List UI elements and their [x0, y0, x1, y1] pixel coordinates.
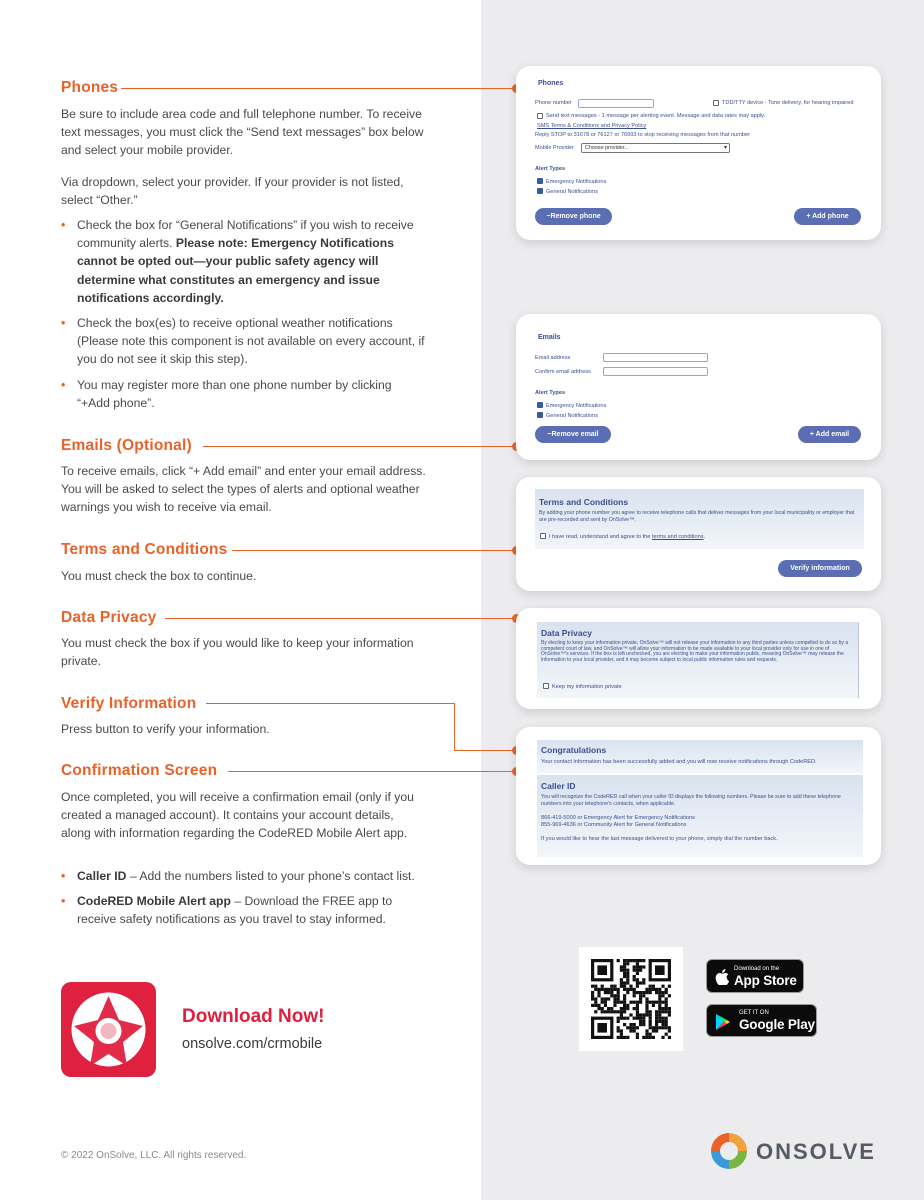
onsolve-logo-icon — [710, 1132, 748, 1170]
privacy-heading: Data Privacy — [61, 609, 162, 627]
emails-paragraph: To receive emails, click “+ Add email” and enter your email address. You will be asked to select the types of alerts and optional weather warnings you wish to receive via email. — [61, 464, 426, 515]
app-logo-icon — [61, 982, 156, 1077]
congrats-body: Your contact information has been successfully added and you will now receive notifications through CodeRED. — [541, 759, 817, 765]
terms-agree-text: I have read, understand and agree to the terms and conditions. — [549, 534, 706, 540]
add-phone-button[interactable]: + Add phone — [794, 208, 861, 225]
send-text-checkbox[interactable] — [537, 113, 543, 119]
emails-card — [516, 314, 881, 460]
terms-card — [516, 477, 881, 591]
caller-id-body: You will recognize the CodeRED call when your caller ID displays the following numbers. Please be sure to add these telephone numbers into your telephone's contacts, when applicable. — [541, 794, 841, 807]
onsolve-logo-text: ONSOLVE — [756, 1139, 876, 1164]
card-heading: Emails — [538, 334, 561, 341]
card-heading: Phones — [538, 80, 564, 87]
qr-code — [579, 947, 683, 1051]
remove-phone-button[interactable]: −Remove phone — [535, 208, 612, 225]
phones-paragraph-1: Be sure to include area code and full telephone number. To receive text messages, you must click the “Send text messages” box below and select your mobile provider. — [61, 107, 424, 158]
caller-number-1: 866-419-5000 or Emergency Alert for Emergency Notifications — [541, 815, 695, 821]
email-address-label: Email address — [535, 355, 571, 361]
emergency-checkbox[interactable] — [537, 178, 543, 184]
privacy-paragraph: You must check the box if you would like to keep your information private. — [61, 636, 414, 669]
tdd-checkbox[interactable] — [713, 100, 719, 106]
list-item: • Check the box(es) to receive optional weather notifications (Please note this component is not available on every account, if you do not see it skip this step). — [61, 314, 426, 369]
emergency-label: Emergency Notifications — [546, 179, 607, 185]
terms-paragraph: You must check the box to continue. — [61, 569, 257, 583]
codered-app-icon — [61, 982, 156, 1077]
alert-types-label: Alert Types — [535, 390, 566, 396]
connector-line — [203, 446, 517, 447]
phones-heading: Phones — [61, 79, 124, 97]
copyright-text: © 2022 OnSolve, LLC. All rights reserved. — [61, 1150, 247, 1161]
phone-number-label: Phone number — [535, 100, 572, 106]
connector-line — [228, 771, 517, 772]
terms-checkbox[interactable] — [540, 533, 546, 539]
terms-link[interactable]: terms and conditions — [651, 534, 704, 540]
phone-number-input[interactable] — [578, 99, 654, 108]
privacy-body: By electing to keep your information private, OnSolve™ will not release your information to any third parties unless compelled to do so by a competent court of law, and OnSolve™ will allow your information to be made available to your local provider only for use in one of OnSolve™'s services. If the box is left unchecked, you are electing to make your information public, meaning OnSolve™ may release the information to your local provider, and it may become subject to local public information rules and requests. — [541, 640, 849, 663]
privacy-scrollbar[interactable] — [858, 622, 859, 698]
mobile-provider-select[interactable]: Choose provider... ▾ — [581, 143, 730, 153]
privacy-card-heading: Data Privacy — [541, 628, 593, 638]
alert-types-label: Alert Types — [535, 166, 566, 172]
email-address-input[interactable] — [603, 353, 708, 362]
general-checkbox[interactable] — [537, 412, 543, 418]
confirm-email-input[interactable] — [603, 367, 708, 376]
list-item: • Check the box for “General Notifications” if you wish to receive community alerts. Please note: Emergency Notifications cannot be opted out—your public safety agency will determine what constitutes an emergency and issue notifications accordingly. — [61, 216, 426, 307]
connector-line — [454, 703, 455, 750]
send-text-label: Send text messages - 1 message per alerting event. Message and data rates may apply. — [546, 113, 766, 119]
verify-heading: Verify Information — [61, 695, 202, 713]
terms-card-heading: Terms and Conditions — [539, 497, 629, 507]
confirm-paragraph: Once completed, you will receive a confirmation email (only if you created a managed account). It contains your account details, along with information regarding the CodeRED Mobile Alert app. — [61, 790, 414, 841]
emails-heading: Emails (Optional) — [61, 437, 198, 455]
add-email-button[interactable]: + Add email — [798, 426, 861, 443]
google-play-badge[interactable] — [706, 1004, 817, 1037]
congrats-heading: Congratulations — [541, 745, 607, 755]
connector-line — [206, 703, 454, 704]
caller-number-2: 855-969-4636 or Community Alert for General Notifications — [541, 822, 687, 828]
last-message-text: If you would like to hear the last message delivered to your phone, simply dial the number back. — [541, 836, 778, 842]
emergency-label: Emergency Notifications — [546, 403, 607, 409]
app-store-big-text: App Store — [734, 973, 797, 988]
privacy-card — [516, 608, 881, 709]
caller-id-heading: Caller ID — [541, 781, 576, 791]
list-item: • You may register more than one phone number by clicking “+Add phone”. — [61, 376, 426, 412]
verify-paragraph: Press button to verify your information. — [61, 722, 270, 736]
keep-private-checkbox[interactable] — [543, 683, 549, 689]
download-url[interactable]: onsolve.com/crmobile — [182, 1036, 323, 1052]
app-store-badge[interactable] — [706, 959, 804, 993]
connector-line — [454, 750, 517, 751]
list-item: • CodeRED Mobile Alert app – Download the FREE app to receive safety notifications as you travel to stay informed. — [61, 892, 426, 928]
emergency-checkbox[interactable] — [537, 402, 543, 408]
google-play-icon — [715, 1013, 731, 1031]
confirm-bullet-list — [61, 867, 426, 936]
reply-stop-text: Reply STOP to 31678 or 76127 or 76993 to stop receiving messages from that number — [535, 132, 750, 138]
connector-line — [165, 618, 517, 619]
tdd-label: TDD/TTY device - Tone delivery, for hearing impaired — [722, 100, 854, 106]
download-now-heading: Download Now! — [182, 1006, 325, 1027]
keep-private-label: Keep my information private — [552, 684, 622, 690]
phones-paragraph-2: Via dropdown, select your provider. If your provider is not listed, select “Other.” — [61, 175, 404, 208]
remove-email-button[interactable]: −Remove email — [535, 426, 611, 443]
terms-body: By adding your phone number you agree to receive telephone calls that deliver messages from your local municipality or employer that are pre-recorded and sent by OnSolve™. — [539, 510, 855, 523]
qr-code-icon — [579, 947, 683, 1051]
sms-terms-link[interactable]: SMS Terms & Conditions and Privacy Policy — [537, 123, 647, 129]
verify-information-button[interactable]: Verify information — [778, 560, 862, 577]
phones-bullet-list — [61, 216, 426, 419]
general-label: General Notifications — [546, 413, 598, 419]
confirm-email-label: Confirm email address — [535, 369, 591, 375]
general-label: General Notifications — [546, 189, 598, 195]
google-play-small-text: GET IT ON — [739, 1010, 769, 1016]
connector-line — [232, 550, 517, 551]
confirmation-card — [516, 727, 881, 865]
mobile-provider-label: Mobile Provider — [535, 145, 574, 151]
app-store-small-text: Download on the — [734, 966, 780, 972]
list-item: • Caller ID – Add the numbers listed to your phone’s contact list. — [61, 867, 426, 885]
general-checkbox[interactable] — [537, 188, 543, 194]
connector-line — [121, 88, 517, 89]
confirm-heading: Confirmation Screen — [61, 762, 223, 780]
google-play-big-text: Google Play — [739, 1017, 815, 1032]
apple-icon — [715, 969, 729, 985]
phones-card — [516, 66, 881, 240]
terms-heading: Terms and Conditions — [61, 541, 233, 559]
